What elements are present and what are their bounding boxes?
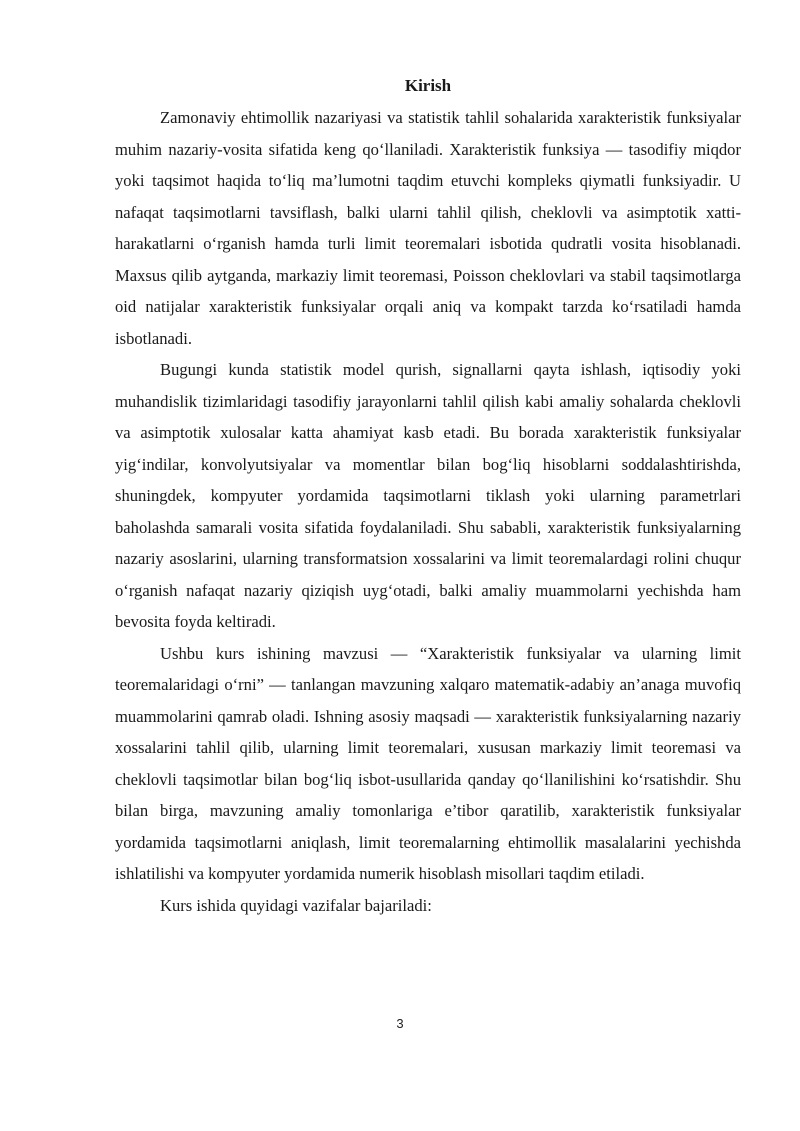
page-number: 3 xyxy=(396,1016,404,1031)
paragraph-tasks-lead: Kurs ishida quyidagi vazifalar bajariladi: xyxy=(160,895,432,915)
page-content xyxy=(115,74,741,921)
paragraph-goal: Ushbu kurs ishining mavzusi — “Xarakteristik funksiyalar va ularning limit teoremalaridagi o‘rni” — tanlangan mavzuning xalqaro matematik-adabiy an’anaga muvofiq muammolarini qamrab oladi. Ishning asosiy maqsadi — xarakteristik funksiyalarning nazariy xossalarini tahlil qilib, ularning limit teoremalari, xususan markaziy limit teoremasi va cheklovli taqsimotlar bilan bog‘liq isbot-usullarida qanday qo‘llanilishini ko‘rsatishdir. Shu bilan birga, mavzuning amaliy tomonlariga e’tibor qaratilib, xarakteristik funksiyalar yordamida taqsimotlarni aniqlash, limit teoremalarning ehtimollik masalalarini yechishda ishlatilishi va kompyuter yordamida numerik hisoblash misollari taqdim etiladi. xyxy=(115,643,741,883)
paragraph-relevance: Bugungi kunda statistik model qurish, signallarni qayta ishlash, iqtisodiy yoki muhandislik tizimlaridagi tasodifiy jarayonlarni tahlil qilish kabi amaliy sohalarda cheklovli va asimptotik xulosalar katta ahamiyat kasb etadi. Bu borada xarakteristik funksiyalar yig‘indilar, konvolyutsiyalar va momentlar bilan bog‘liq hisoblarni soddalashtirishda, shuningdek, kompyuter yordamida taqsimotlarni tiklash yoki ularning parametrlari baholashda samarali vosita sifatida foydalaniladi. Shu sababli, xarakteristik funksiyalarning nazariy asoslarini, ularning transformatsion xossalarini va limit teoremalardagi rolini chuqur o‘rganish nafaqat nazariy qiziqish uyg‘otadi, balki amaliy muammolarni yechishda ham bevosita foyda keltiradi. xyxy=(115,360,741,631)
section-heading: Kirish xyxy=(404,76,452,95)
paragraph-intro: Zamonaviy ehtimollik nazariyasi va statistik tahlil sohalarida xarakteristik funksiyalar muhim nazariy-vosita sifatida keng qo‘llaniladi. Xarakteristik funksiya — tasodifiy miqdor yoki taqsimot haqida to‘liq ma’lumotni taqdim etuvchi kompleks qiymatli funksiyadir. U nafaqat taqsimotlarni tavsiflash, balki ularni tahlil qilish, cheklovli va asimptotik xatti-harakatlarni o‘rganish hamda turli limit teoremalari isbotida qudratli vosita hisoblanadi. Maxsus qilib aytganda, markaziy limit teoremasi, Poisson cheklovlari va stabil taqsimotlarga oid natijalar xarakteristik funksiyalar orqali aniq va kompakt tarzda ko‘rsatiladi hamda isbotlanadi. xyxy=(115,108,741,348)
